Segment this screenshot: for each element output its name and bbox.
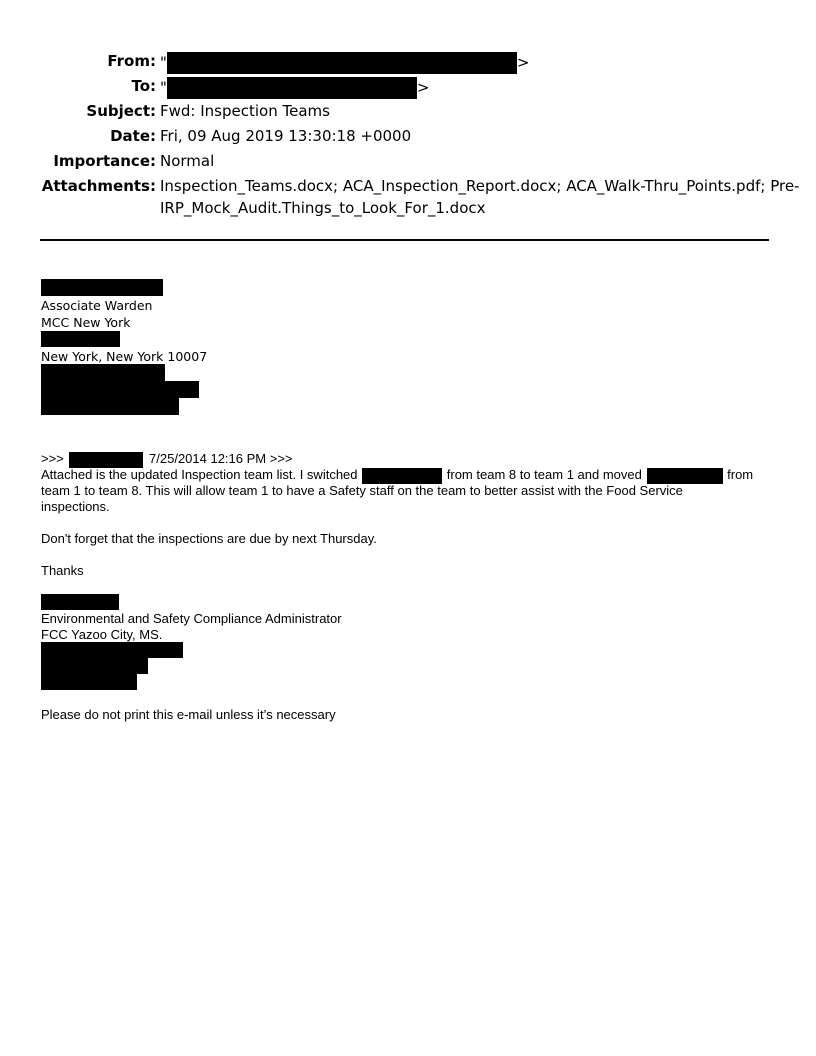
redaction-block	[41, 331, 120, 347]
reminder-text: Don't forget that the inspections are due by next Thursday.	[41, 531, 377, 546]
redaction-block	[41, 398, 179, 415]
forwarded-line-3: inspections.	[41, 499, 110, 514]
redaction-block	[41, 279, 163, 296]
forwarded-text: from team 8 to team 1 and moved	[446, 467, 642, 482]
redaction-block	[41, 381, 199, 398]
forwarded-text: from	[727, 467, 754, 482]
date-value: Fri, 09 Aug 2019 13:30:18 +0000	[160, 127, 412, 145]
to-value	[160, 77, 429, 99]
date-label: Date:	[110, 127, 156, 145]
redaction-block	[41, 658, 148, 674]
header-divider	[40, 239, 769, 241]
signature1-org: MCC New York	[41, 315, 131, 330]
subject-value: Fwd: Inspection Teams	[160, 102, 330, 120]
forwarded-line-2: team 1 to team 8. This will allow team 1 to have a Safety staff on the team to better assist with the Food Service	[41, 483, 683, 498]
to-suffix: >	[416, 78, 430, 97]
forwarded-datetime: 7/25/2014 12:16 PM >>>	[149, 451, 293, 466]
to-prefix: "	[160, 78, 167, 97]
importance-label: Importance:	[53, 152, 156, 170]
signature2-title: Environmental and Safety Compliance Administrator	[41, 611, 342, 626]
thanks-text: Thanks	[41, 563, 84, 578]
redaction-block	[41, 364, 165, 381]
signature1-title: Associate Warden	[41, 298, 153, 313]
redaction-block	[647, 468, 723, 484]
to-label: To:	[131, 77, 156, 95]
redaction-block	[41, 674, 137, 690]
attachments-label: Attachments:	[41, 177, 156, 195]
forwarded-prefix: >>>	[41, 451, 64, 466]
forwarded-text: Attached is the updated Inspection team list. I switched	[41, 467, 358, 482]
from-prefix: "	[160, 53, 167, 72]
forwarded-header	[41, 451, 293, 468]
from-suffix: >	[516, 53, 530, 72]
attachments-line-2: IRP_Mock_Audit.Things_to_Look_For_1.docx	[160, 199, 486, 217]
footer-note: Please do not print this e-mail unless it’s necessary	[41, 707, 336, 722]
redaction-block	[167, 52, 517, 74]
redaction-block	[41, 642, 183, 658]
forwarded-line-1	[41, 467, 753, 484]
redaction-block	[69, 452, 143, 468]
importance-value: Normal	[160, 152, 215, 170]
redaction-block	[167, 77, 417, 99]
attachments-line-1: Inspection_Teams.docx; ACA_Inspection_Report.docx; ACA_Walk-Thru_Points.pdf; Pre-	[160, 177, 800, 195]
redaction-block	[362, 468, 442, 484]
subject-label: Subject:	[86, 102, 156, 120]
from-value	[160, 52, 529, 74]
redaction-block	[41, 594, 119, 610]
from-label: From:	[107, 52, 156, 70]
signature2-org: FCC Yazoo City, MS.	[41, 627, 163, 642]
signature1-city: New York, New York 10007	[41, 349, 208, 364]
